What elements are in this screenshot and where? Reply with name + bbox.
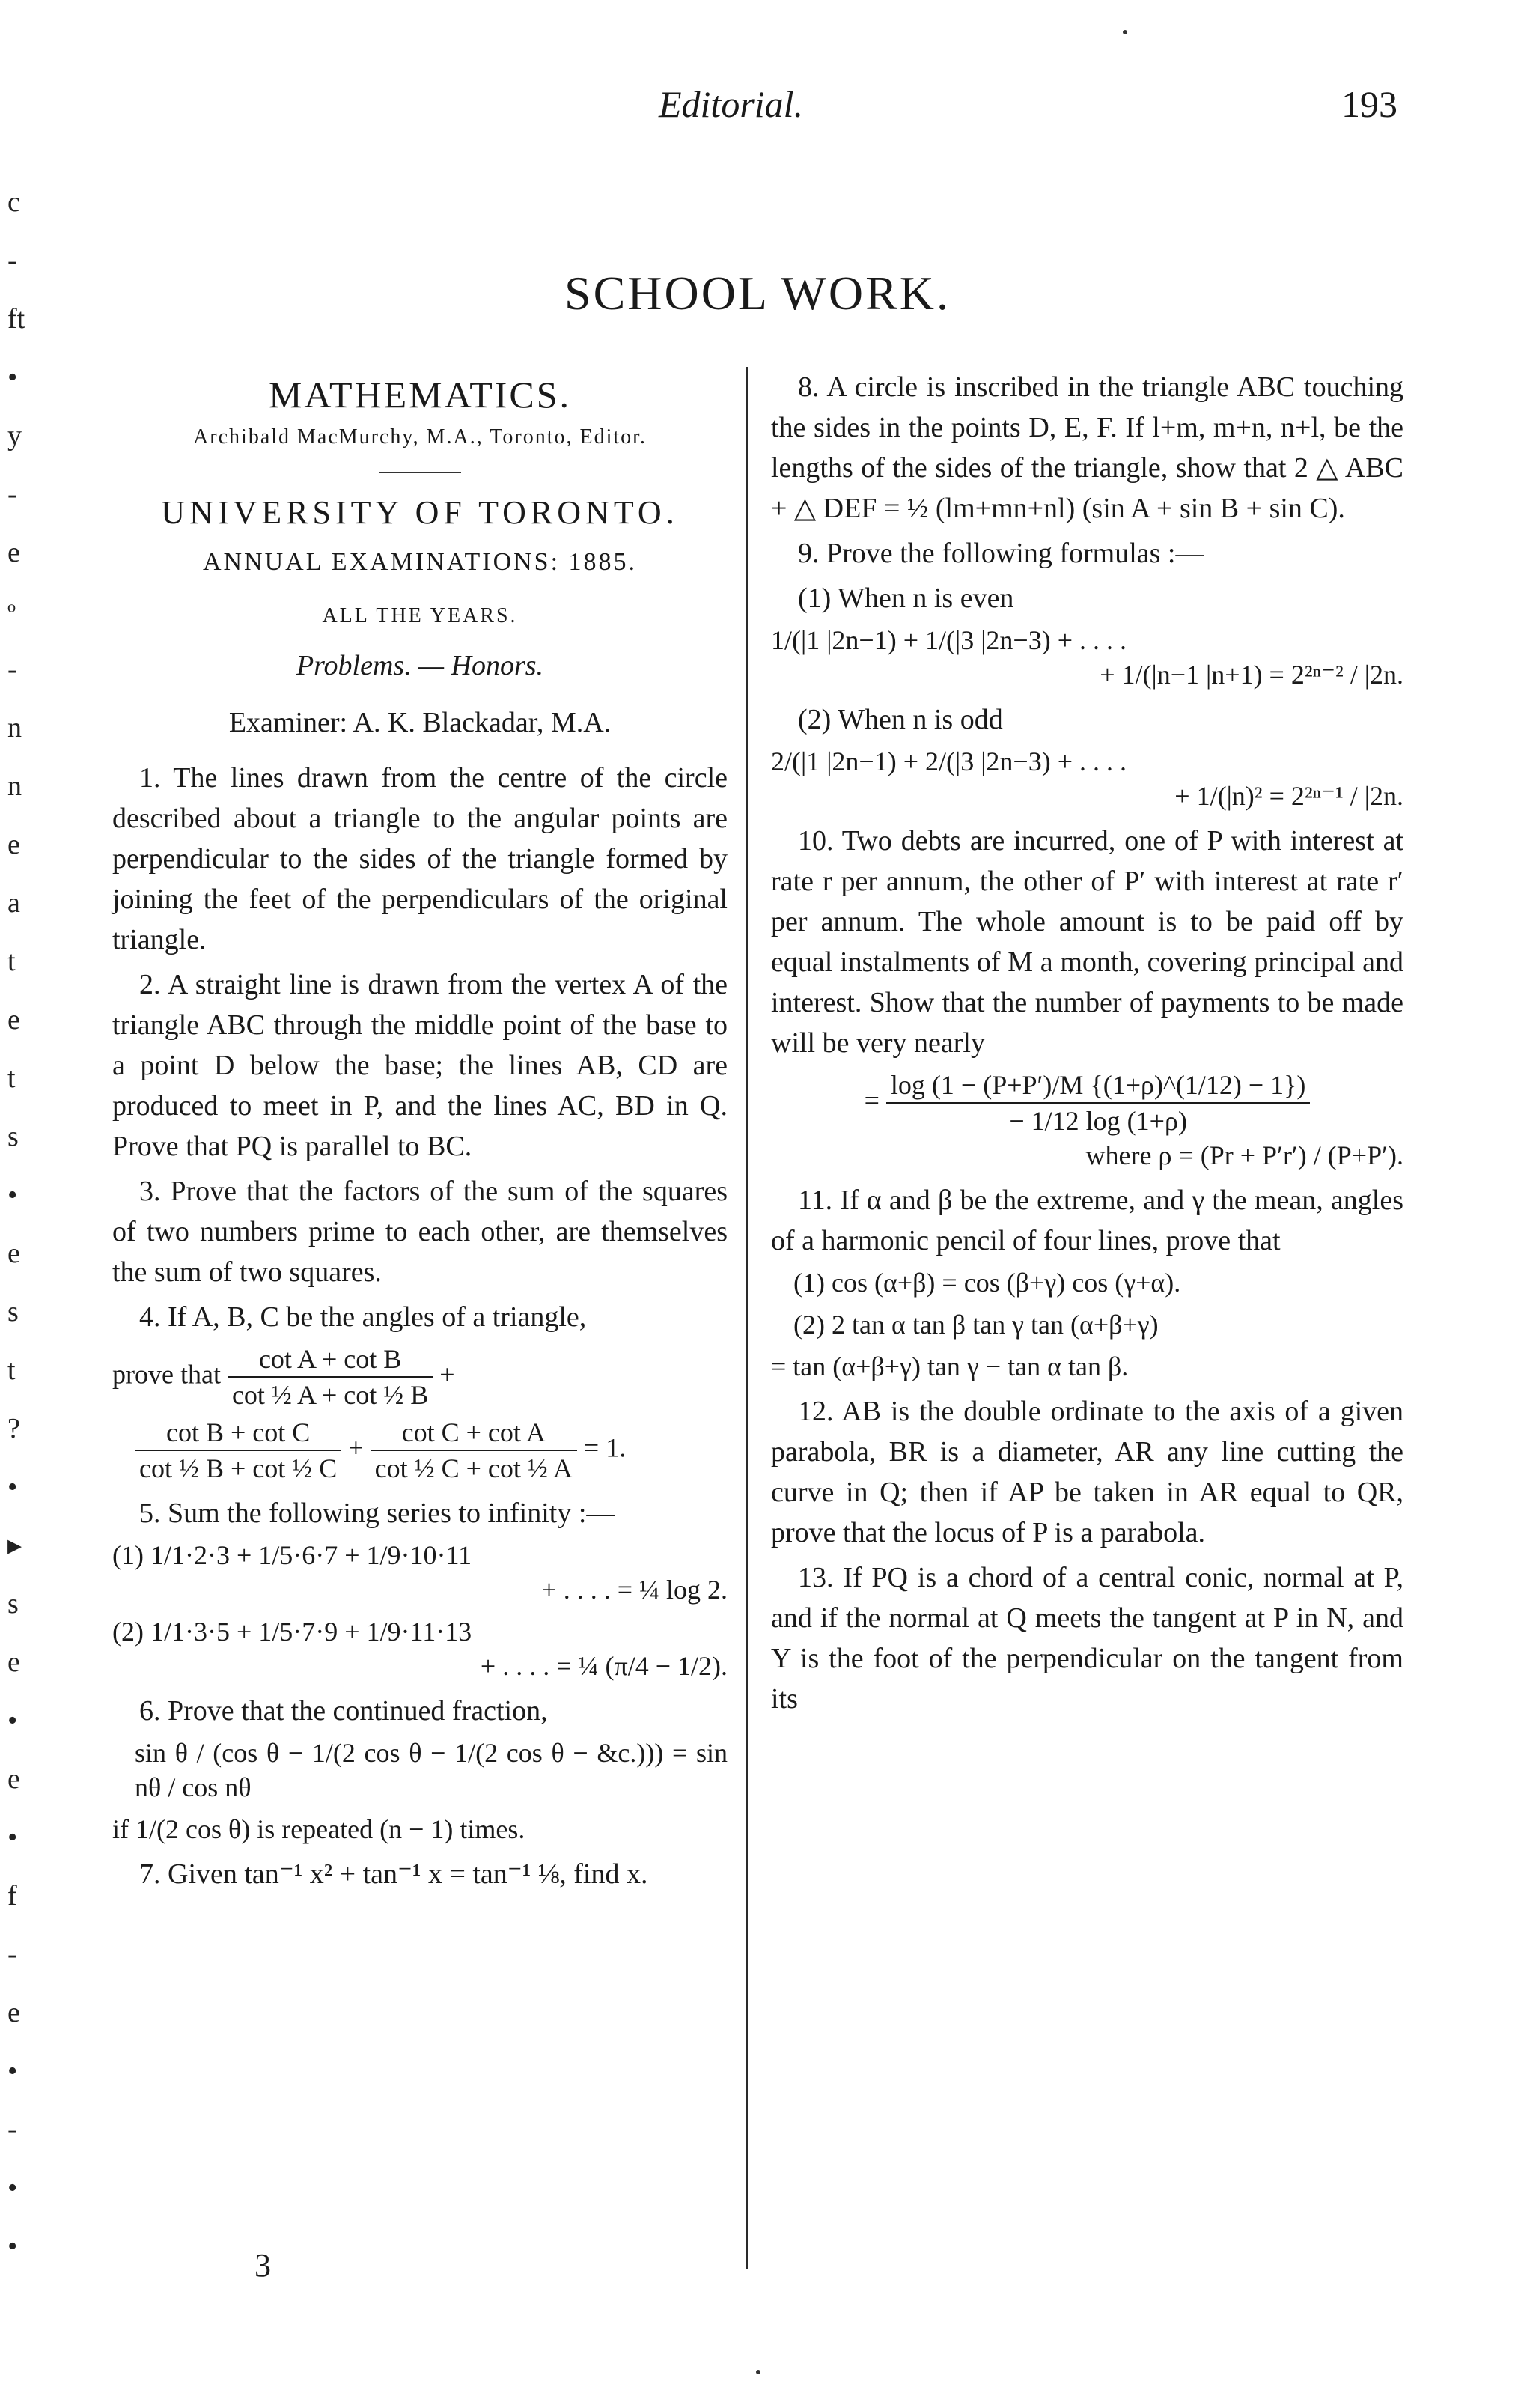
left-gutter-fragments [7,187,45,2284]
gutter-fragment: s [7,1588,19,1620]
question-9-case-1: (1) When n is even [798,583,1014,614]
question-11-part-2b: = tan (α+β+γ) tan γ − tan α tan β. [771,1352,1129,1381]
q9-1-line-2: + 1/(|n−1 |n+1) = 2²ⁿ⁻² / |2n. [1100,660,1403,690]
question-5-series-1 [112,1538,728,1607]
q4-prove-label: prove that [112,1359,221,1390]
q5-1-line-1: (1) 1/1·2·3 + 1/5·6·7 + 1/9·10·11 [112,1540,472,1570]
q5-1-line-2: + . . . . = ¼ log 2. [541,1575,728,1605]
gutter-fragment: e [7,829,20,860]
divider-rule [379,472,461,473]
question-12: 12. AB is the double ordinate to the axis of a given parabola, BR is a diameter, AR any line cutting the curve in Q; then if AP be taken in AR equal to QR, prove that the locus of P is a parabola. [771,1396,1403,1548]
gutter-fragment: • [7,2231,18,2262]
question-8: 8. A circle is inscribed in the triangle ABC touching the sides in the points D, E, F. If l+m, m+n, n+l, be the lengths of the sides of the triangle, show that 2 △ ABC + △ DEF = ½ (lm+mn+nl) (sin A + sin B + sin C). [771,371,1403,524]
gutter-fragment: e [7,1238,20,1269]
gutter-fragment: ft [7,303,25,335]
q10-numerator: log (1 − (P+P′)/M {(1+ρ)^(1/12) − 1}) [886,1068,1310,1104]
gutter-fragment: s [7,1296,19,1328]
gutter-fragment: n [7,770,22,802]
heading-annual-exams: ANNUAL EXAMINATIONS: 1885. [202,548,638,576]
q4-fraction-2 [135,1415,341,1486]
column-divider [746,367,748,2269]
q4-f2-den: cot ½ B + cot ½ C [139,1453,338,1483]
question-6-formula: sin θ / (cos θ − 1/(2 cos θ − 1/(2 cos θ − &c.))) = sin nθ / cos nθ [135,1738,728,1802]
gutter-fragment: • [7,1705,18,1736]
question-5-series-2 [112,1614,728,1683]
question-5: 5. Sum the following series to infinity :— [139,1498,615,1529]
q4-f2-num: cot B + cot C [135,1415,341,1451]
gutter-fragment: • [7,1822,18,1853]
heading-university: UNIVERSITY OF TORONTO. [161,494,679,531]
gutter-fragment: • [7,1471,18,1503]
gutter-fragment: ? [7,1413,20,1444]
signature-mark: 3 [254,2247,271,2284]
running-title: Editorial. [659,83,804,125]
gutter-fragment: n [7,712,22,744]
question-4: 4. If A, B, C be the angles of a triangle, [139,1301,587,1333]
editor-line: Archibald MacMurchy, M.A., Toronto, Editor. [193,425,647,449]
q4-f1-den: cot ½ A + cot ½ B [231,1380,429,1410]
question-2: 2. A straight line is drawn from the vertex A of the triangle ABC through the middle point of the base to a point D below the base; the lines AB, CD are produced to meet in P, and the lines AC, BD in Q. Prove that PQ is parallel to BC. [112,969,728,1162]
gutter-fragment: - [7,478,17,510]
question-4-formula: prove that $\frac{\text{cot A + cot B}}{\text{cot ½ A + cot ½ B}}$ + $\frac{\text{cot B + cot C}}{\text{cot ½ B + cot ½ C}}$ + $\frac{\text{cot C + cot A}}{\text{cot ½ C + cot ½ A}}$ = 1. [112,1342,728,1486]
gutter-fragment: - [7,1939,17,1970]
gutter-fragment: y [7,420,22,452]
speck-bottom [756,2370,760,2374]
heading-all-years: ALL THE YEARS. [322,604,518,627]
page-number: 193 [1341,83,1397,125]
q9-2-line-2: + 1/(|n)² = 2²ⁿ⁻¹ / |2n. [1174,781,1403,811]
question-11-part-1: (1) cos (α+β) = cos (β+γ) cos (γ+α). [793,1268,1181,1298]
q4-fraction-1 [228,1342,433,1412]
gutter-fragment: a [7,887,20,919]
q4-fraction-3 [371,1415,577,1486]
q9-1-line-1: 1/(|1 |2n−1) + 1/(|3 |2n−3) + . . . . [771,625,1127,655]
right-column [771,367,1403,1724]
running-header [0,82,1515,135]
gutter-fragment: • [7,2055,18,2087]
gutter-fragment: e [7,1647,20,1678]
q5-2-line-2: + . . . . = ¼ (π/4 − 1/2). [480,1651,728,1681]
question-10: 10. Two debts are incurred, one of P with interest at rate r per annum, the other of P′ with interest at rate r′ per annum. The whole amount is to be paid off by equal instalments of M a month, covering principal and interest. Show that the number of payments to be made will be very nearly [771,825,1403,1059]
gutter-fragment: - [7,654,17,685]
gutter-fragment: t [7,1062,16,1094]
q4-f3-den: cot ½ C + cot ½ A [374,1453,573,1483]
question-6: 6. Prove that the continued fraction, [139,1695,548,1727]
q10-where: where ρ = (Pr + P′r′) / (P+P′). [1085,1140,1403,1170]
gutter-fragment: e [7,537,20,568]
gutter-fragment: c [7,186,20,218]
heading-problems: Problems. — Honors. [296,650,544,681]
question-9-formula-2 [771,744,1403,813]
gutter-fragment: e [7,1997,20,2028]
q4-f3-num: cot C + cot A [371,1415,577,1451]
question-1: 1. The lines drawn from the centre of the circle described about a triangle to the angular points are perpendicular to the sides of the triangle formed by joining the feet of the perpendiculars of the original triangle. [112,762,728,955]
q10-denominator: − 1/12 log (1+ρ) [1009,1106,1187,1136]
question-3: 3. Prove that the factors of the sum of the squares of two numbers prime to each other, are themselves the sum of two squares. [112,1176,728,1288]
question-6-tail: if 1/(2 cos θ) is repeated (n − 1) times. [112,1814,525,1844]
speck-top [1123,30,1127,34]
gutter-fragment: t [7,1354,16,1386]
q10-fraction [886,1068,1310,1138]
question-13: 13. If PQ is a chord of a central conic, normal at P, and if the normal at Q meets the tangent at P in N, and Y is the foot of the perpendicular on the tangent from its [771,1562,1403,1715]
question-11-part-2: (2) 2 tan α tan β tan γ tan (α+β+γ) [793,1310,1159,1340]
gutter-fragment: ▸ [7,1530,22,1561]
gutter-fragment: ᵒ [7,595,16,627]
question-7: 7. Given tan⁻¹ x² + tan⁻¹ x = tan⁻¹ ⅛, find x. [139,1858,648,1890]
gutter-fragment: s [7,1121,19,1152]
gutter-fragment: - [7,245,17,276]
left-column [112,374,728,1899]
gutter-fragment: f [7,1880,17,1912]
gutter-fragment: - [7,2114,17,2145]
q4-equals: = 1. [583,1432,627,1463]
question-9: 9. Prove the following formulas :— [798,538,1204,569]
examiner-line: Examiner: A. K. Blackadar, M.A. [228,707,612,738]
gutter-fragment: • [7,362,18,393]
question-9-case-2: (2) When n is odd [798,704,1003,735]
gutter-fragment: t [7,946,16,977]
gutter-fragment: • [7,1179,18,1211]
gutter-fragment: e [7,1763,20,1795]
q9-2-line-1: 2/(|1 |2n−1) + 2/(|3 |2n−3) + . . . . [771,747,1127,776]
question-9-formula-1 [771,623,1403,692]
gutter-fragment: e [7,1004,20,1036]
q4-f1-num: cot A + cot B [228,1342,433,1378]
question-10-formula: = $\frac{\log (1 - (P+P')/M \{(1+\rho)\^{}(1/12) - 1\})}{- 1/12 \log (1+\rho)}$ where ρ = (Pr + P′r′) / (P+P′). [771,1068,1403,1173]
gutter-fragment: • [7,2172,18,2204]
heading-mathematics: MATHEMATICS. [268,374,572,416]
section-title: SCHOOL WORK. [564,267,951,320]
q5-2-line-1: (2) 1/1·3·5 + 1/5·7·9 + 1/9·11·13 [112,1617,472,1647]
question-11: 11. If α and β be the extreme, and γ the mean, angles of a harmonic pencil of four lines, prove that [771,1185,1403,1256]
